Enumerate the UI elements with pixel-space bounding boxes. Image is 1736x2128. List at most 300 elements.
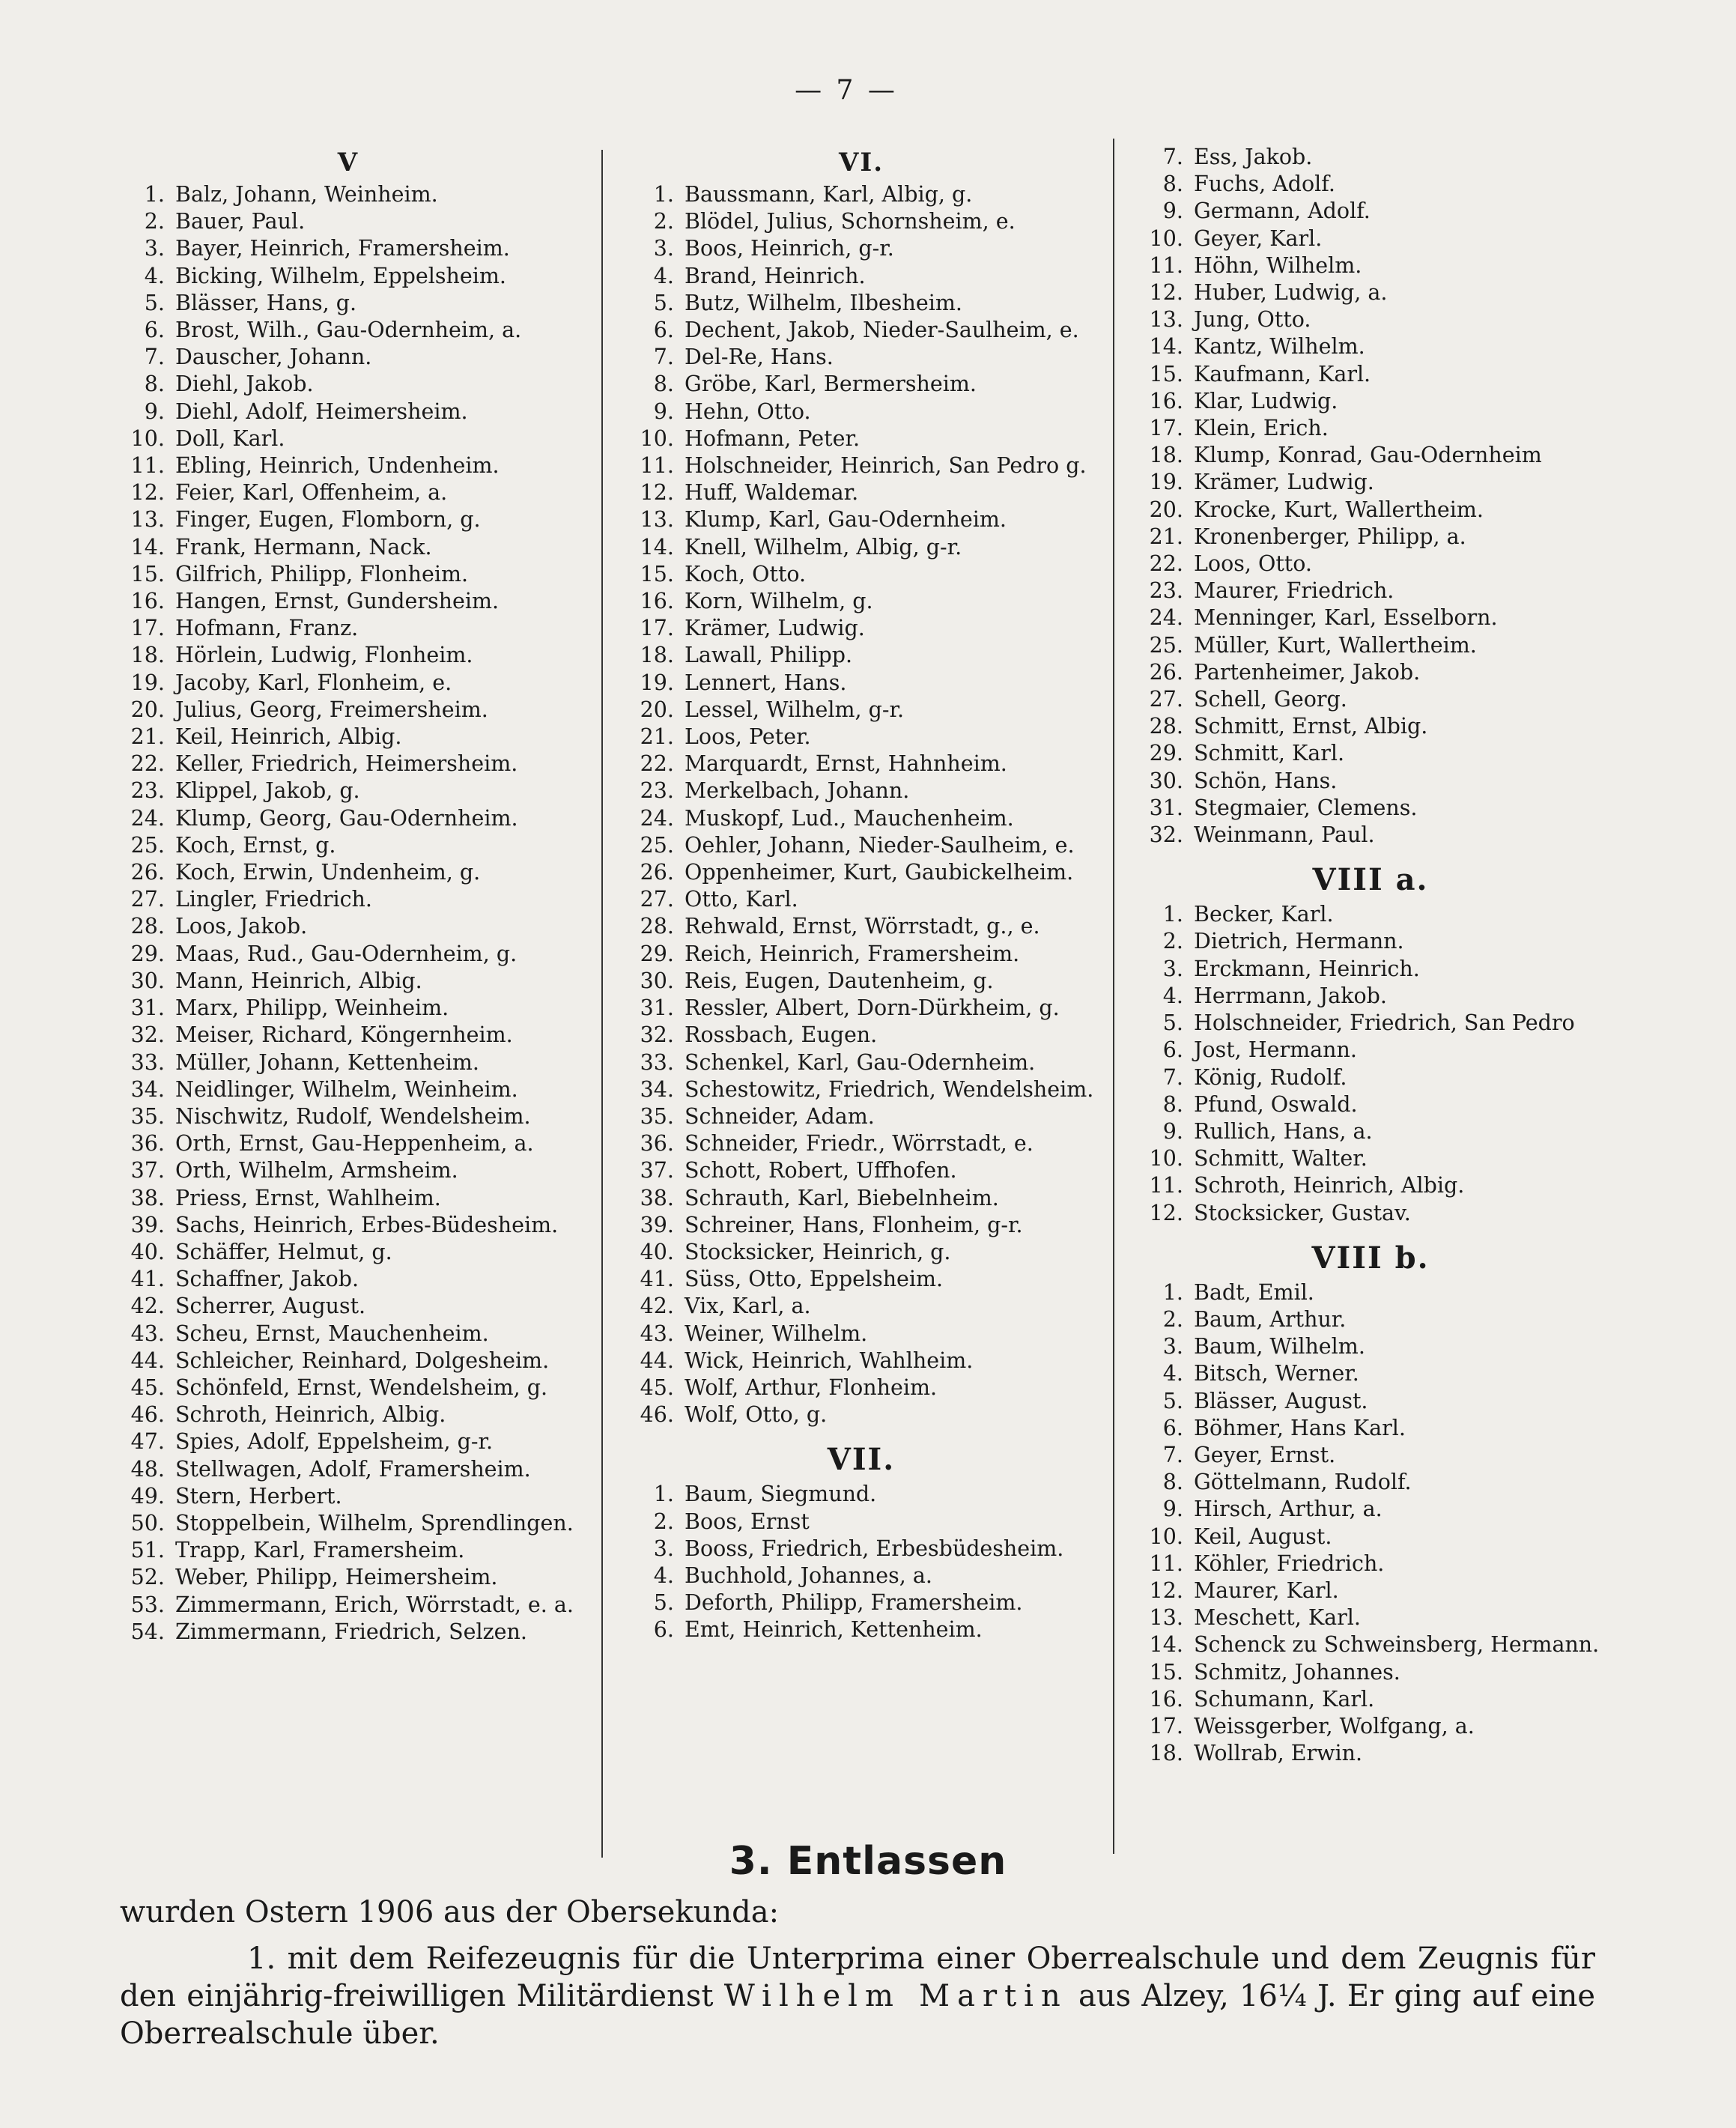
entry-number: 8.	[1162, 1470, 1183, 1495]
entry-number: 11.	[1149, 252, 1183, 278]
entry-number: 31.	[640, 995, 674, 1021]
entry-text: Booss, Friedrich, Erbesbüdesheim.	[685, 1536, 1064, 1561]
entry-number: 5.	[144, 290, 165, 315]
student-entry	[112, 317, 584, 344]
student-entry	[112, 642, 584, 669]
student-entry	[1131, 1686, 1610, 1713]
entry-text: Hofmann, Franz.	[175, 616, 359, 641]
student-entry	[622, 941, 1101, 968]
entry-number: 9.	[653, 398, 674, 424]
entry-number: 32.	[1149, 822, 1183, 848]
student-entry	[622, 317, 1101, 344]
entry-text: Schneider, Adam.	[685, 1103, 875, 1129]
entry-text: Vix, Karl, a.	[685, 1294, 811, 1319]
entry-text: Deforth, Philipp, Framersheim.	[685, 1590, 1023, 1616]
entry-text: Ess, Jakob.	[1194, 145, 1313, 169]
entry-text: Gilfrich, Philipp, Flonheim.	[175, 561, 469, 586]
student-entry	[112, 1348, 584, 1374]
student-entry	[112, 1239, 584, 1266]
student-entry	[112, 1130, 584, 1157]
entry-text: Kaufmann, Karl.	[1194, 361, 1371, 387]
entry-text: Diehl, Adolf, Heimersheim.	[175, 398, 468, 424]
student-entry	[1131, 442, 1610, 469]
student-entry	[112, 263, 584, 290]
student-entry	[622, 1076, 1101, 1103]
entry-number: 26.	[640, 860, 674, 885]
entry-number: 7.	[653, 345, 674, 370]
student-entry	[1131, 1333, 1610, 1360]
entry-number: 22.	[1149, 551, 1183, 577]
entry-number: 24.	[640, 805, 674, 831]
student-entry	[622, 670, 1101, 697]
entry-text: Bicking, Wilhelm, Eppelsheim.	[175, 263, 506, 288]
entry-text: Buchhold, Johannes, a.	[685, 1562, 932, 1588]
entry-text: Gröbe, Karl, Bermersheim.	[685, 372, 977, 397]
entry-number: 30.	[1149, 768, 1183, 793]
entry-number: 25.	[640, 832, 674, 858]
student-entry	[112, 1076, 584, 1103]
entry-number: 11.	[130, 453, 165, 479]
entry-number: 7.	[1162, 1442, 1183, 1467]
student-entry	[622, 913, 1101, 940]
student-entry	[112, 1510, 584, 1537]
entry-number: 3.	[653, 236, 674, 261]
entry-text: Schumann, Karl.	[1194, 1686, 1375, 1712]
student-entry	[622, 1212, 1101, 1239]
entry-number: 21.	[1149, 524, 1183, 549]
entry-number: 16.	[1149, 1686, 1183, 1712]
entry-number: 10.	[130, 425, 165, 451]
student-entry	[622, 479, 1101, 506]
student-entry	[1131, 1713, 1610, 1740]
entry-number: 39.	[640, 1212, 674, 1237]
entry-number: 27.	[130, 887, 165, 912]
entry-number: 42.	[640, 1294, 674, 1319]
entry-number: 19.	[640, 670, 674, 695]
student-entry	[112, 670, 584, 697]
entry-text: Marx, Philipp, Weinheim.	[175, 995, 449, 1021]
entry-number: 10.	[1149, 1524, 1183, 1549]
entry-number: 9.	[1162, 198, 1183, 224]
class-column-1	[112, 144, 584, 1646]
student-entry	[622, 1536, 1101, 1562]
entry-number: 18.	[1149, 443, 1183, 468]
entry-text: Marquardt, Ernst, Hahnheim.	[685, 751, 1007, 777]
student-entry	[1131, 1360, 1610, 1387]
class-heading: VII.	[827, 1442, 896, 1478]
student-entry	[112, 1564, 584, 1591]
column-divider	[601, 150, 603, 1858]
student-entry	[1131, 1442, 1610, 1469]
entry-text: Brost, Wilh., Gau-Odernheim, a.	[175, 318, 522, 343]
student-entry	[1131, 956, 1610, 983]
entry-number: 9.	[1162, 1118, 1183, 1144]
entry-text: Koch, Erwin, Undenheim, g.	[175, 860, 481, 885]
entry-number: 8.	[144, 372, 165, 397]
entry-text: Kronenberger, Philipp, a.	[1194, 524, 1466, 549]
entry-text: Muskopf, Lud., Mauchenheim.	[685, 805, 1014, 831]
entry-number: 29.	[640, 941, 674, 966]
student-entry	[112, 1483, 584, 1510]
entry-text: Knell, Wilhelm, Albig, g-r.	[685, 534, 962, 560]
student-entry	[1131, 1010, 1610, 1037]
student-entry	[1131, 497, 1610, 524]
entry-number: 50.	[130, 1510, 165, 1536]
entry-number: 16.	[130, 589, 165, 614]
entry-text: Balz, Johann, Weinheim.	[175, 182, 438, 207]
student-entry	[112, 724, 584, 751]
student-entry	[112, 751, 584, 777]
entry-text: Göttelmann, Rudolf.	[1194, 1470, 1412, 1495]
entry-number: 8.	[1162, 172, 1183, 197]
entry-text: Spies, Adolf, Eppelsheim, g-r.	[175, 1429, 494, 1455]
entry-number: 17.	[640, 616, 674, 641]
student-entry	[622, 1130, 1101, 1157]
entry-text: Schäffer, Helmut, g.	[175, 1239, 392, 1264]
student-entry	[622, 263, 1101, 290]
entry-number: 40.	[130, 1239, 165, 1264]
student-entry	[112, 615, 584, 642]
student-entry	[622, 1562, 1101, 1589]
entry-text: Müller, Johann, Kettenheim.	[175, 1049, 479, 1075]
student-entry	[622, 1293, 1101, 1320]
entry-text: Frank, Hermann, Nack.	[175, 534, 432, 560]
student-entry	[1131, 1604, 1610, 1631]
entry-text: Schrauth, Karl, Biebelnheim.	[685, 1185, 999, 1210]
entry-number: 1.	[1162, 1279, 1183, 1305]
entry-number: 8.	[653, 372, 674, 397]
entry-text: Baussmann, Karl, Albig, g.	[685, 182, 973, 207]
entry-text: Meiser, Richard, Köngernheim.	[175, 1022, 513, 1048]
student-entry	[622, 1481, 1101, 1508]
student-entry	[1131, 524, 1610, 551]
entry-text: Emt, Heinrich, Kettenheim.	[685, 1617, 983, 1643]
student-entry	[1131, 983, 1610, 1010]
student-entry	[1131, 252, 1610, 279]
entry-text: Erckmann, Heinrich.	[1194, 956, 1420, 981]
class-heading: VIII a.	[1312, 862, 1429, 898]
entry-number: 6.	[653, 318, 674, 343]
entry-text: Schmitt, Ernst, Albig.	[1194, 714, 1428, 739]
entry-text: Klump, Konrad, Gau-Odernheim	[1194, 443, 1542, 468]
entry-text: Jost, Hermann.	[1194, 1037, 1357, 1063]
student-entry	[622, 1185, 1101, 1212]
student-entry	[112, 479, 584, 506]
student-entry	[622, 777, 1101, 804]
entry-number: 27.	[1149, 687, 1183, 712]
entry-number: 40.	[640, 1239, 674, 1264]
section-title: 3. Entlassen	[729, 1839, 1007, 1884]
student-entry	[622, 1616, 1101, 1643]
entry-number: 2.	[1162, 1306, 1183, 1332]
entry-number: 1.	[653, 182, 674, 207]
entry-text: Meschett, Karl.	[1194, 1605, 1361, 1631]
student-entry	[1131, 604, 1610, 631]
entry-number: 32.	[130, 1022, 165, 1048]
entry-text: Krocke, Kurt, Wallertheim.	[1194, 497, 1484, 522]
entry-text: Ressler, Albert, Dorn-Dürkheim, g.	[685, 995, 1060, 1021]
student-entry	[112, 290, 584, 317]
entry-text: Klippel, Jakob, g.	[175, 778, 360, 804]
student-entry	[622, 832, 1101, 859]
entry-number: 46.	[130, 1402, 165, 1428]
entry-number: 10.	[640, 425, 674, 451]
student-entry	[622, 968, 1101, 995]
student-entry	[112, 1022, 584, 1049]
student-entry	[112, 1537, 584, 1564]
entry-number: 8.	[1162, 1091, 1183, 1117]
entry-number: 23.	[1149, 578, 1183, 604]
student-entry	[622, 235, 1101, 262]
student-entry	[622, 805, 1101, 832]
entry-text: Klar, Ludwig.	[1194, 388, 1338, 413]
entry-number: 37.	[640, 1158, 674, 1183]
entry-number: 48.	[130, 1456, 165, 1482]
entry-number: 28.	[640, 914, 674, 939]
entry-number: 34.	[640, 1076, 674, 1102]
student-entry	[112, 1049, 584, 1076]
student-entry	[112, 1428, 584, 1455]
entry-number: 11.	[1149, 1550, 1183, 1576]
entry-text: Stern, Herbert.	[175, 1483, 342, 1509]
entry-text: Weber, Philipp, Heimersheim.	[175, 1565, 498, 1590]
student-entry	[112, 777, 584, 804]
class-heading: VIII b.	[1311, 1240, 1430, 1276]
student-entry	[112, 913, 584, 940]
student-entry	[1131, 740, 1610, 767]
entry-number: 23.	[130, 778, 165, 804]
student-entry	[1131, 1659, 1610, 1686]
entry-text: Finger, Eugen, Flomborn, g.	[175, 507, 481, 533]
student-entry	[112, 588, 584, 615]
entry-text: Keil, Heinrich, Albig.	[175, 724, 402, 750]
student-entry	[112, 941, 584, 968]
entry-number: 41.	[640, 1267, 674, 1292]
entry-number: 32.	[640, 1022, 674, 1048]
student-entry	[622, 1401, 1101, 1428]
entry-number: 16.	[640, 589, 674, 614]
student-entry	[1131, 1469, 1610, 1496]
student-entry	[112, 968, 584, 995]
entry-number: 4.	[144, 263, 165, 288]
entry-number: 37.	[130, 1158, 165, 1183]
entry-text: Böhmer, Hans Karl.	[1194, 1415, 1406, 1440]
entry-number: 43.	[130, 1321, 165, 1346]
student-entry	[1131, 171, 1610, 198]
entry-number: 25.	[1149, 632, 1183, 658]
student-entry	[622, 995, 1101, 1022]
student-entry	[1131, 901, 1610, 928]
entry-text: Schestowitz, Friedrich, Wendelsheim.	[685, 1076, 1094, 1102]
entry-text: Müller, Kurt, Wallertheim.	[1194, 632, 1477, 658]
student-entry	[1131, 822, 1610, 849]
student-entry	[622, 506, 1101, 533]
student-entry	[1131, 1145, 1610, 1172]
entry-text: Weissgerber, Wolfgang, a.	[1194, 1713, 1475, 1739]
entry-number: 13.	[640, 507, 674, 533]
entry-text: Hehn, Otto.	[685, 398, 811, 424]
entry-number: 16.	[1149, 388, 1183, 413]
entry-text: Loos, Jakob.	[175, 914, 308, 939]
entry-number: 13.	[1149, 307, 1183, 333]
entry-text: Partenheimer, Jakob.	[1194, 659, 1421, 685]
entry-text: Schaffner, Jakob.	[175, 1267, 359, 1292]
entry-number: 23.	[640, 778, 674, 804]
entry-text: Herrmann, Jakob.	[1194, 983, 1387, 1008]
entry-text: Bauer, Paul.	[175, 209, 306, 234]
student-entry	[112, 371, 584, 398]
student-entry	[622, 1509, 1101, 1536]
entry-text: Baum, Arthur.	[1194, 1306, 1347, 1332]
entry-text: Orth, Wilhelm, Armsheim.	[175, 1158, 458, 1183]
entry-number: 5.	[1162, 1010, 1183, 1036]
entry-text: Wick, Heinrich, Wahlheim.	[685, 1348, 974, 1373]
student-entry	[112, 697, 584, 724]
student-entry	[1131, 1524, 1610, 1550]
entry-text: Feier, Karl, Offenheim, a.	[175, 480, 448, 506]
student-entry	[622, 561, 1101, 588]
entry-text: Klump, Georg, Gau-Odernheim.	[175, 805, 518, 831]
student-entry	[1131, 1631, 1610, 1658]
entry-text: Schneider, Friedr., Wörrstadt, e.	[685, 1131, 1034, 1157]
entry-text: Oppenheimer, Kurt, Gaubickelheim.	[685, 860, 1074, 885]
entry-number: 15.	[1149, 361, 1183, 387]
section-intro: wurden Ostern 1906 aus der Obersekunda:	[120, 1895, 780, 1930]
student-entry	[112, 561, 584, 588]
entry-number: 12.	[130, 480, 165, 506]
entry-text: Sachs, Heinrich, Erbes-Büdesheim.	[175, 1212, 559, 1237]
entry-text: Schmitt, Walter.	[1194, 1146, 1368, 1171]
entry-number: 49.	[130, 1483, 165, 1509]
entry-number: 11.	[1149, 1173, 1183, 1198]
entry-text: Maurer, Friedrich.	[1194, 578, 1394, 604]
entry-number: 15.	[130, 561, 165, 586]
student-entry	[112, 1212, 584, 1239]
student-entry	[1131, 1091, 1610, 1118]
entry-number: 26.	[130, 860, 165, 885]
entry-number: 12.	[1149, 280, 1183, 306]
entry-number: 6.	[1162, 1415, 1183, 1440]
entry-text: Loos, Peter.	[685, 724, 811, 750]
entry-text: Oehler, Johann, Nieder-Saulheim, e.	[685, 832, 1075, 858]
student-entry	[112, 859, 584, 886]
entry-text: Baum, Wilhelm.	[1194, 1334, 1365, 1359]
entry-number: 20.	[640, 697, 674, 722]
student-entry	[1131, 1415, 1610, 1442]
item-text-end: aus Alzey, 16¼ J. Er ging auf eine Oberrealschule über.	[120, 1979, 1596, 2051]
entry-text: Dechent, Jakob, Nieder-Saulheim, e.	[685, 318, 1079, 343]
entry-number: 30.	[130, 968, 165, 993]
student-entry	[1131, 279, 1610, 306]
entry-number: 18.	[1149, 1741, 1183, 1766]
student-entry	[1131, 1118, 1610, 1145]
entry-number: 10.	[1149, 225, 1183, 251]
entry-number: 22.	[130, 751, 165, 777]
entry-number: 15.	[1149, 1659, 1183, 1685]
entry-text: Reich, Heinrich, Framersheim.	[685, 941, 1020, 966]
entry-text: Hirsch, Arthur, a.	[1194, 1497, 1383, 1522]
entry-number: 25.	[130, 832, 165, 858]
student-entry	[1131, 225, 1610, 252]
student-entry	[112, 208, 584, 235]
student-entry	[1131, 144, 1610, 171]
entry-number: 39.	[130, 1212, 165, 1237]
entry-number: 54.	[130, 1619, 165, 1644]
student-entry	[622, 588, 1101, 615]
entry-number: 4.	[1162, 1361, 1183, 1386]
entry-number: 45.	[130, 1374, 165, 1400]
student-entry	[112, 506, 584, 533]
student-entry	[112, 1103, 584, 1130]
student-entry	[622, 697, 1101, 724]
student-entry	[622, 1348, 1101, 1374]
entry-number: 18.	[130, 643, 165, 668]
student-entry	[1131, 388, 1610, 415]
student-entry	[1131, 333, 1610, 360]
entry-text: Stegmaier, Clemens.	[1194, 795, 1418, 820]
student-entry	[622, 615, 1101, 642]
entry-text: Kantz, Wilhelm.	[1194, 334, 1365, 360]
student-entry	[112, 1592, 584, 1619]
entry-number: 14.	[1149, 334, 1183, 360]
student-entry	[622, 1266, 1101, 1293]
student-entry	[112, 805, 584, 832]
student-entry	[112, 886, 584, 913]
student-entry	[1131, 632, 1610, 659]
entry-number: 7.	[1162, 1064, 1183, 1090]
entry-text: Korn, Wilhelm, g.	[685, 589, 873, 614]
entry-text: Scherrer, August.	[175, 1294, 366, 1319]
student-entry	[1131, 469, 1610, 496]
student-entry	[112, 534, 584, 561]
student-entry	[622, 1374, 1101, 1401]
student-entry	[1131, 686, 1610, 713]
entry-text: Hofmann, Peter.	[685, 425, 861, 451]
entry-number: 3.	[1162, 956, 1183, 981]
student-entry	[112, 1321, 584, 1348]
entry-number: 29.	[130, 941, 165, 966]
entry-text: Stoppelbein, Wilhelm, Sprendlingen.	[175, 1510, 574, 1536]
student-entry	[112, 1266, 584, 1293]
entry-text: Priess, Ernst, Wahlheim.	[175, 1185, 441, 1210]
entry-number: 3.	[1162, 1334, 1183, 1359]
entry-number: 29.	[1149, 741, 1183, 766]
entry-text: Koch, Ernst, g.	[175, 832, 336, 858]
entry-text: Rullich, Hans, a.	[1194, 1118, 1373, 1144]
student-entry	[112, 344, 584, 371]
entry-text: Blässer, Hans, g.	[175, 290, 357, 315]
entry-text: Trapp, Karl, Framersheim.	[175, 1538, 465, 1563]
section-item	[120, 1940, 1595, 2052]
entry-number: 14.	[1149, 1632, 1183, 1658]
entry-text: Bitsch, Werner.	[1194, 1361, 1359, 1386]
student-entry	[622, 1103, 1101, 1130]
entry-text: Blödel, Julius, Schornsheim, e.	[685, 209, 1016, 234]
student-entry	[622, 208, 1101, 235]
student-entry	[622, 1321, 1101, 1348]
entry-text: Holschneider, Heinrich, San Pedro g.	[685, 453, 1087, 479]
entry-number: 27.	[640, 887, 674, 912]
student-entry	[1131, 713, 1610, 740]
entry-number: 4.	[653, 263, 674, 288]
entry-text: Schreiner, Hans, Flonheim, g-r.	[685, 1212, 1023, 1237]
entry-number: 30.	[640, 968, 674, 993]
entry-text: Loos, Otto.	[1194, 551, 1312, 577]
entry-number: 13.	[130, 507, 165, 533]
student-entry	[622, 344, 1101, 371]
student-entry	[112, 398, 584, 425]
student-entry	[1131, 1496, 1610, 1523]
